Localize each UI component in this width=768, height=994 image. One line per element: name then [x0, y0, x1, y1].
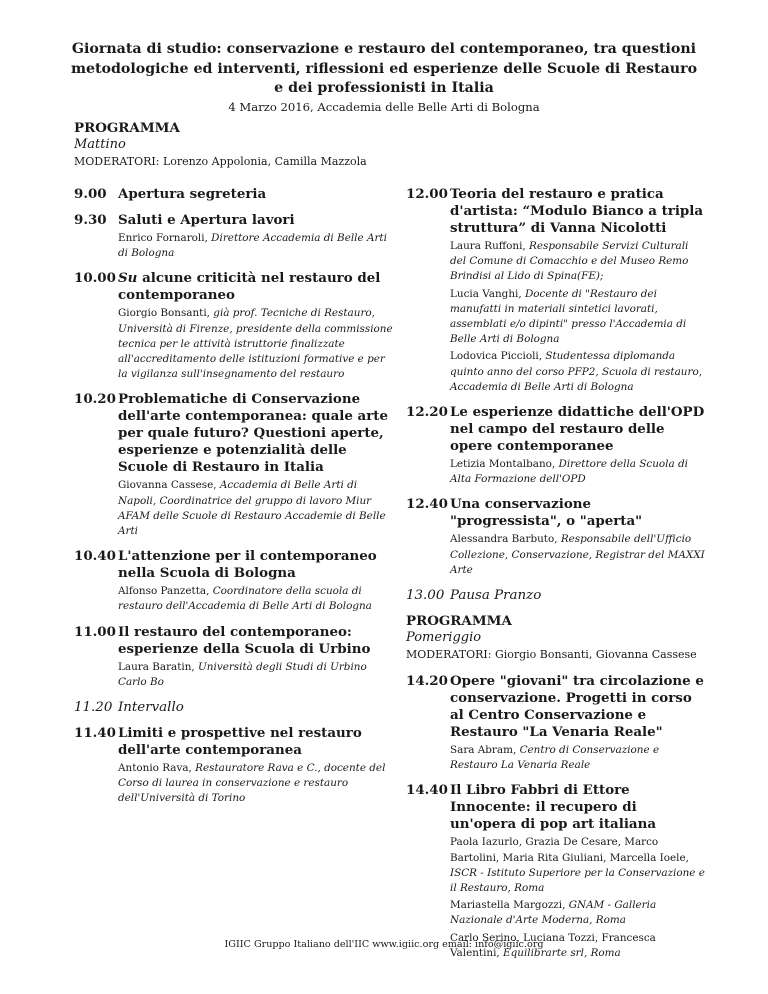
- afternoon-program-heading: [406, 613, 706, 663]
- speaker: [450, 835, 706, 896]
- program-item-title: Il restauro del contemporaneo: esperienze della Scuola di Urbino: [118, 623, 371, 657]
- speaker-role: Direttore della Scuola di Alta Formazione dell'OPD: [450, 458, 688, 486]
- speaker: [118, 761, 394, 807]
- program-item-time: 14.40: [406, 782, 448, 799]
- program-item: [74, 391, 394, 539]
- program-item-time: 13.00: [406, 588, 445, 604]
- right-morning-items: [406, 186, 706, 604]
- program-item: [406, 782, 706, 961]
- program-item: [406, 496, 706, 578]
- program-item-title: Problematiche di Conservazione dell'arte contemporanea: quale arte per quale futuro? Questioni aperte, esperienze e potenzialità delle Scuole di Restauro in Italia: [118, 391, 388, 476]
- speaker-name: Giorgio Bonsanti,: [118, 307, 214, 320]
- program-item-time: 12.40: [406, 496, 448, 513]
- program-item-time: 12.00: [406, 186, 448, 202]
- right-column: [406, 186, 706, 970]
- program-item-title: L'attenzione per il contemporaneo nella Scuola di Bologna: [118, 548, 377, 582]
- program-item-time: 11.00: [74, 623, 116, 640]
- program-item-title: Saluti e Apertura lavori: [118, 212, 295, 228]
- speaker-role: Università degli Studi di Urbino Carlo Bo: [118, 660, 367, 688]
- program-item-row: [74, 391, 394, 476]
- speaker: [450, 457, 706, 487]
- program-item-row: [74, 624, 394, 658]
- program-item-row: [406, 782, 706, 833]
- speaker-role: ISCR - Istituto Superiore per la Conservazione e il Restauro, Roma: [450, 866, 705, 895]
- program-item: [74, 624, 394, 690]
- speaker: [118, 231, 394, 261]
- morning-program-heading: [74, 120, 394, 170]
- program-item-title: Apertura segreteria: [118, 186, 267, 202]
- speaker: [450, 532, 706, 578]
- speaker-role: GNAM - Galleria Nazionale d'Arte Moderna, Roma: [450, 899, 657, 927]
- program-item-row: [406, 587, 706, 604]
- program-item: [406, 404, 706, 487]
- program-item-row: [74, 212, 394, 229]
- speaker-name: Sara Abram,: [450, 744, 520, 757]
- program-item-row: [406, 496, 706, 530]
- program-item-row: [74, 270, 394, 304]
- speaker-role: Accademia di Belle Arti di Napoli, Coordinatrice del gruppo di lavoro Miur AFAM delle Scuole di Restauro Accademie di Belle Arti: [118, 479, 386, 538]
- speaker-role: Centro di Conservazione e Restauro La Venaria Reale: [450, 744, 660, 772]
- program-item-time: 11.40: [74, 725, 116, 742]
- program-item-time: 14.20: [406, 673, 448, 690]
- program-item: [406, 673, 706, 773]
- program-item: [74, 725, 394, 807]
- program-item-row: [74, 699, 394, 716]
- program-item-time: 9.00: [74, 186, 107, 202]
- speaker: [450, 743, 706, 773]
- program-item-time: 10.20: [74, 391, 116, 408]
- speaker-role: Responsabile dell'Ufficio Collezione, Conservazione, Registrar del MAXXI Arte: [450, 533, 705, 576]
- program-item-time: 12.20: [406, 404, 448, 421]
- speaker: [118, 584, 394, 614]
- speaker-name: Carlo Serino, Luciana Tozzi, Francesca Valentini,: [450, 931, 656, 959]
- speaker-role: Studentessa diplomanda quinto anno del corso PFP2, Scuola di restauro, Accademia di Belle Arti di Bologna: [450, 350, 703, 393]
- program-item-time: 9.30: [74, 212, 107, 228]
- footer: IGIIC Gruppo Italiano dell'IIC www.igiic.org email: info@igiic.org: [224, 939, 544, 950]
- program-item-row: [406, 404, 706, 455]
- speaker-name: Laura Ruffoni,: [450, 240, 530, 252]
- speaker: [450, 287, 706, 348]
- program-item-title: Teoria del restauro e pratica d'artista: “Modulo Bianco a tripla struttura” di Vanna Nicolotti: [450, 186, 704, 236]
- speaker-role: Direttore Accademia di Belle Arti di Bologna: [118, 232, 387, 260]
- speaker-name: Enrico Fornaroli,: [118, 232, 212, 244]
- speaker: [118, 660, 394, 690]
- speaker-name: Lodovica Piccioli,: [450, 350, 546, 363]
- speaker-role: Responsabile Servizi Culturali del Comune di Comacchio e del Museo Remo Brindisi al Lido di Spina(FE);: [450, 240, 689, 283]
- moderators: MODERATORI: Giorgio Bonsanti, Giovanna Cassese: [406, 648, 697, 662]
- speaker-role: Equilibrarte srl, Roma: [503, 946, 621, 959]
- document-header: [70, 40, 698, 115]
- program-item-title-emphasis: Su: [118, 270, 138, 287]
- program-item-row: [406, 673, 706, 741]
- program-item: [406, 587, 706, 604]
- speaker-role: già prof. Tecniche di Restauro, Università di Firenze, presidente della commissione tecnica per le attività istruttorie finalizzate all'accreditamento delle istituzioni formative e per la vigilanza sull'insegnamento del restauro: [118, 307, 393, 381]
- document-title: Giornata di studio: conservazione e restauro del contemporaneo, tra questioni metodologiche ed interventi, riflessioni ed esperienze delle Scuole di Restauro e dei professionisti in Italia: [70, 41, 698, 96]
- speaker: [450, 239, 706, 285]
- speaker: [118, 306, 394, 382]
- speaker-name: Antonio Rava,: [118, 762, 196, 775]
- speaker-name: Mariastella Margozzi,: [450, 899, 569, 912]
- program-item-title: [118, 270, 394, 304]
- speaker: [118, 478, 394, 539]
- speaker-name: Laura Baratin,: [118, 660, 199, 673]
- speaker-name: Lucia Vanghi,: [450, 287, 525, 300]
- speaker-name: Letizia Montalbano,: [450, 458, 559, 471]
- speaker-role: Restauratore Rava e C., docente del Corso di laurea in conservazione e restauro dell'Università di Torino: [118, 762, 386, 805]
- session-label: Mattino: [74, 137, 126, 152]
- program-item-row: [74, 725, 394, 759]
- program-item: [406, 186, 706, 395]
- program-item-title: Limiti e prospettive nel restauro dell'arte contemporanea: [118, 725, 362, 759]
- left-column: [74, 186, 394, 816]
- program-item-time: 10.00: [74, 270, 116, 287]
- program-item-title: Le esperienze didattiche dell'OPD nel campo del restauro delle opere contemporanee: [450, 404, 705, 455]
- speaker-name: Alfonso Panzetta,: [118, 585, 213, 598]
- session-label: Pomeriggio: [406, 630, 482, 646]
- speaker-name: Giovanna Cassese,: [118, 479, 220, 492]
- moderators: MODERATORI: Lorenzo Appolonia, Camilla Mazzola: [74, 155, 367, 168]
- program-item-row: [74, 548, 394, 582]
- speaker-role: Coordinatore della scuola di restauro dell'Accademia di Belle Arti di Bologna: [118, 585, 372, 613]
- program-item-title: Pausa Pranzo: [450, 588, 542, 604]
- speaker: [450, 898, 706, 928]
- program-item: [74, 548, 394, 614]
- program-item-title: Opere "giovani" tra circolazione e conservazione. Progetti in corso al Centro Conservazione e Restauro "La Venaria Reale": [450, 673, 704, 741]
- program-item: [74, 212, 394, 261]
- speaker-role: Docente di "Restauro dei manufatti in materiali sintetici lavorati, assemblati e/o dipinti" presso l'Accademia di Belle Arti di Bologna: [450, 287, 687, 346]
- program-item: [74, 699, 394, 716]
- program-label: PROGRAMMA: [74, 120, 180, 136]
- right-afternoon-items: [406, 673, 706, 961]
- speaker-name: Alessandra Barbuto,: [450, 533, 561, 546]
- program-label: PROGRAMMA: [406, 613, 512, 630]
- program-item-row: [74, 186, 394, 203]
- program-item: [74, 186, 394, 203]
- program-item-row: [406, 186, 706, 237]
- program-item: [74, 270, 394, 382]
- program-item-time: 10.40: [74, 548, 116, 565]
- program-item-time: 11.20: [74, 700, 113, 716]
- document-subtitle: 4 Marzo 2016, Accademia delle Belle Arti di Bologna: [228, 99, 540, 114]
- program-item-title: Il Libro Fabbri di Ettore Innocente: il recupero di un'opera di pop art italiana: [450, 782, 656, 833]
- program-item-title-text: alcune criticità nel restauro del contemporaneo: [118, 270, 381, 304]
- speaker-name: Paola Iazurlo, Grazia De Cesare, Marco Bartolini, Maria Rita Giuliani, Marcella Ioele,: [450, 836, 689, 864]
- program-item-title: Una conservazione "progressista", o "aperta": [450, 496, 643, 530]
- program-item-title: Intervallo: [118, 700, 184, 716]
- speaker: [450, 349, 706, 395]
